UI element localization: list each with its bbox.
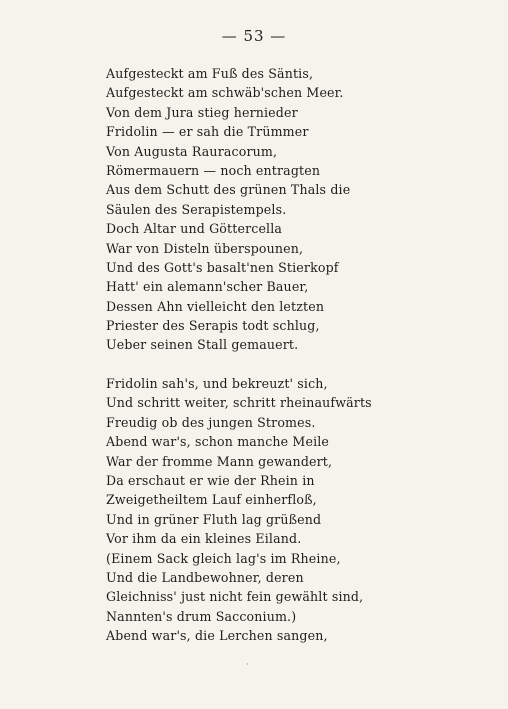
verse-line: Fridolin — er sah die Trümmer — [106, 124, 309, 140]
verse-line: Und die Landbewohner, deren — [106, 569, 304, 585]
verse-line: Da erschaut er wie der Rhein in — [106, 472, 315, 488]
verse-line: Von Augusta Rauracorum, — [106, 143, 278, 159]
verse-line: Abend war's, die Lerchen sangen, — [106, 628, 328, 644]
verse-line: War von Disteln überspounen, — [106, 240, 304, 256]
verse-line: Aus dem Schutt des grünen Thals die — [106, 182, 351, 198]
printer-mark: · — [246, 660, 249, 669]
verse-line: Und in grüner Fluth lag grüßend — [106, 511, 322, 527]
verse-line: Gleichniss' just nicht fein gewählt sind, — [106, 589, 364, 605]
stanza-2 — [106, 374, 466, 645]
verse-line: Hatt' ein alemann'scher Bauer, — [106, 279, 309, 295]
verse-line: Von dem Jura stieg hernieder — [106, 104, 298, 120]
verse-line: Nannten's drum Sacconium.) — [106, 608, 297, 624]
verse-line: Und schritt weiter, schritt rheinaufwärts — [106, 395, 372, 411]
stanza-1 — [106, 64, 466, 355]
verse-line: Säulen des Serapistempels. — [106, 201, 287, 217]
verse-line: War der fromme Mann gewandert, — [106, 453, 333, 469]
verse-line: Freudig ob des jungen Stromes. — [106, 414, 316, 430]
verse-line: Vor ihm da ein kleines Eiland. — [106, 531, 302, 547]
verse-line: (Einem Sack gleich lag's im Rheine, — [106, 550, 341, 566]
verse-line: Römermauern — noch entragten — [106, 162, 321, 178]
verse-line: Fridolin sah's, und bekreuzt' sich, — [106, 376, 328, 391]
verse-line: Doch Altar und Göttercella — [106, 221, 283, 237]
verse-line: Aufgesteckt am Fuß des Säntis, — [106, 66, 314, 81]
verse-line: Priester des Serapis todt schlug, — [106, 318, 320, 334]
verse-line: Aufgesteckt am schwäb'schen Meer. — [106, 85, 344, 101]
verse-line: Abend war's, schon manche Meile — [106, 434, 330, 450]
verse-line: Ueber seinen Stall gemauert. — [106, 337, 299, 353]
verse-line: Zweigetheiltem Lauf einherfloß, — [106, 492, 317, 508]
verse-line: Und des Gott's basalt'nen Stierkopf — [106, 259, 339, 275]
verse-line: Dessen Ahn vielleicht den letzten — [106, 298, 325, 314]
page-number: — 53 — — [221, 27, 287, 45]
